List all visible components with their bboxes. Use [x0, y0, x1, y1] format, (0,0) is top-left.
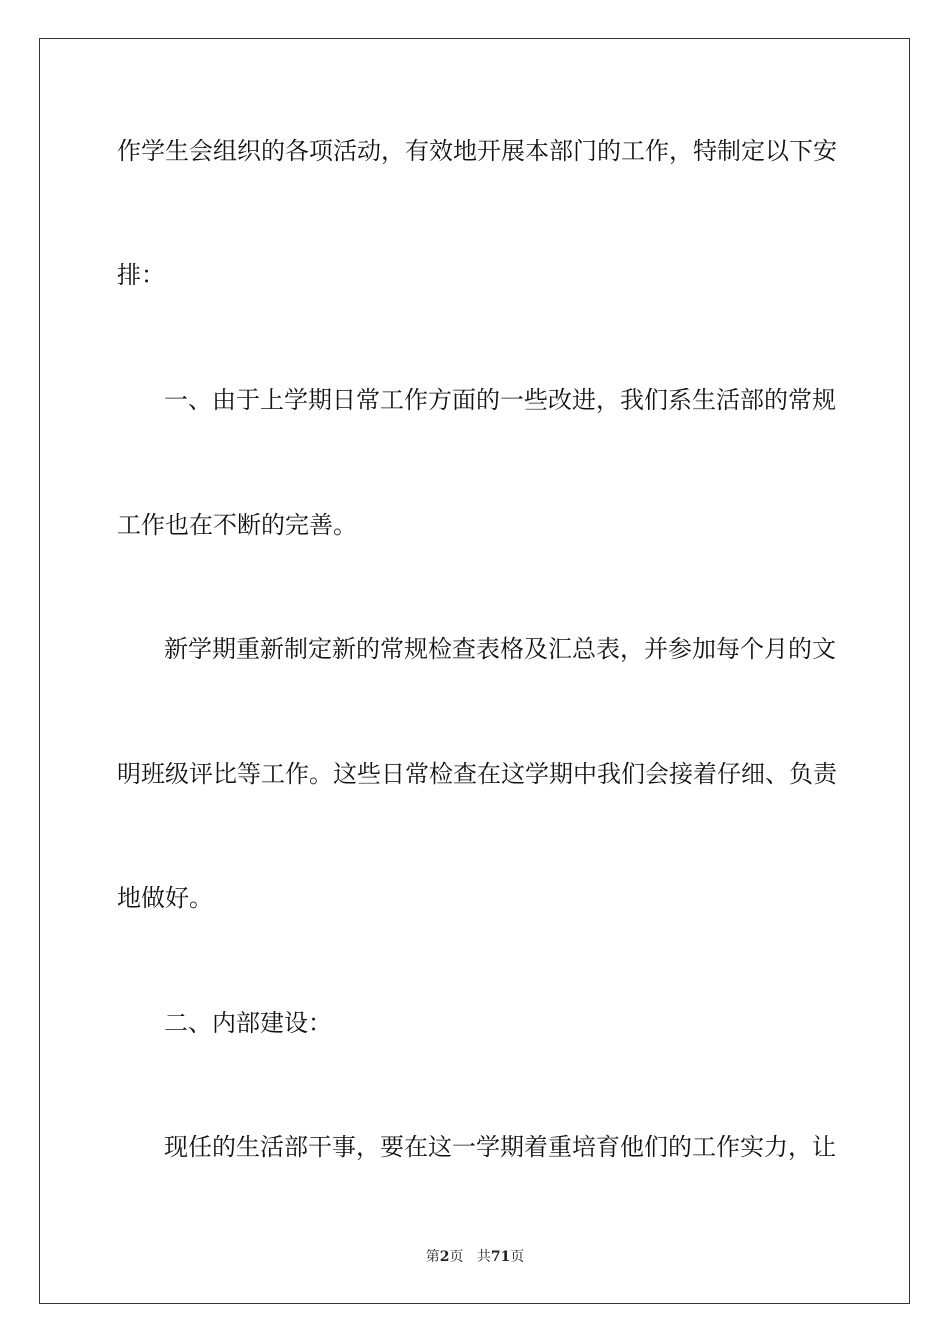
text-line-2: 排： [117, 261, 165, 289]
text-line-8: 二、内部建设： [164, 1009, 332, 1037]
page-footer [0, 1247, 950, 1267]
footer-page-prefix: 第 [425, 1249, 440, 1265]
text-line-6: 明班级评比等工作。这些日常检查在这学期中我们会接着仔细、负责 [117, 760, 837, 788]
footer-total-prefix: 共 [476, 1249, 491, 1265]
text-line-3: 一、由于上学期日常工作方面的一些改进，我们系生活部的常规 [164, 386, 836, 414]
text-line-9: 现任的生活部干事，要在这一学期着重培育他们的工作实力，让 [164, 1133, 836, 1161]
footer-total-suffix: 页 [510, 1249, 525, 1265]
text-line-5: 新学期重新制定新的常规检查表格及汇总表，并参加每个月的文 [164, 635, 836, 663]
text-line-1: 作学生会组织的各项活动，有效地开展本部门的工作，特制定以下安 [117, 137, 837, 165]
text-line-4: 工作也在不断的完善。 [117, 511, 357, 539]
page-border [39, 38, 910, 1304]
footer-page-suffix: 页 [449, 1249, 464, 1265]
text-line-7: 地做好。 [117, 884, 213, 912]
footer-total-pages: 71 [490, 1249, 511, 1265]
footer-page-number: 2 [439, 1249, 450, 1265]
